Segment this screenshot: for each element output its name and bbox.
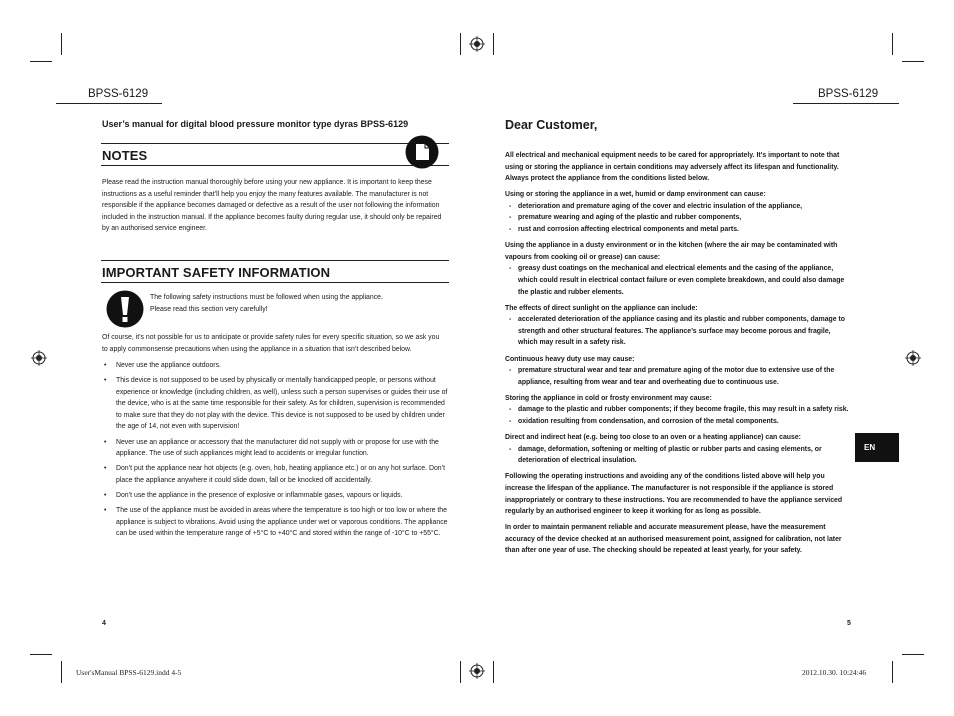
condition-title: The effects of direct sunlight on the appliance can include: xyxy=(505,304,698,312)
notes-text: Please read the instruction manual thoroughly before using your new appliance. It is important to keep these instructions as a useful reminder that’ll help you enjoy the many features available. The manufacturer is not responsible if the appliance becomes damaged or defective as a result of the user not following the information included in the instruction manual. If the appliance becomes faulty during regular use, it should only be repaired by an authorised service engineer. xyxy=(102,179,442,233)
list-item: • Don’t put the appliance near hot objects (e.g. oven, hob, heating appliance etc.) or on any hot surface. Don’t place the appliance anywhere it could slide down, fall or be knocked off accidentally. xyxy=(102,463,448,486)
right-model-label: BPSS-6129 xyxy=(818,88,879,100)
page-number-left: 4 xyxy=(102,620,106,627)
header-rule xyxy=(56,103,162,104)
list-item: • This device is not supposed to be used by physically or mentally handicapped people, or persons without experience or knowledge (including children, as well), unless such a person supervises or guides their use of the device, who is at the same time responsible for their safety. As for children, supervision is recommended to make sure that they do not play with the device. This device is not supposed to be used by children under the age of 14, not even with supervision! xyxy=(102,375,448,433)
list-item: • The use of the appliance must be avoided in areas where the temperature is too high or too low or where the appliance is subject to vibrations. Avoid using the appliance under wet or vaporous conditions. The appliance can be used within the temperature range of +5°C to +40°C and stored within the range of -10°C to +55°C. xyxy=(102,505,448,540)
section-rule xyxy=(101,143,449,144)
calibration-paragraph: In order to maintain permanent reliable and accurate measurement please, have the measurement accuracy of the device checked at an authorised measurement point, assigned for calibration, not later than after one year of use. The checking should be repeated at least yearly, for your safety. xyxy=(505,524,842,555)
registration-mark-icon xyxy=(469,36,485,52)
header-rule xyxy=(793,103,899,104)
crop-mark xyxy=(493,33,494,55)
warning-exclamation-icon xyxy=(106,290,144,328)
registration-mark-icon xyxy=(31,350,47,366)
warning-line-1: The following safety instructions must be followed when using the appliance. xyxy=(150,294,383,301)
crop-mark xyxy=(30,61,52,62)
list-item: - damage, deformation, softening or melting of plastic or rubber parts and casing elements, or deterioration of electrical insulation. xyxy=(505,444,850,467)
list-item: • Don’t use the appliance in the presence of explosive or inflammable gases, vapours or liquids. xyxy=(102,490,448,502)
slug-filename: User'sManual BPSS-6129.indd 4-5 xyxy=(76,668,182,677)
crop-mark xyxy=(61,33,62,55)
lifespan-paragraph: Following the operating instructions and avoiding any of the conditions listed above will help you increase the lifespan of the appliance. The manufacturer is not responsible if the appliance is stored inappropriately or contrary to these instructions. You are recommended to have the appliance serviced regularly by an authorised engineer to keep it working for as long as possible. xyxy=(505,473,843,516)
list-item: • Never use the appliance outdoors. xyxy=(102,360,448,372)
list-item: • Never use an appliance or accessory that the manufacturer did not supply with or propose for use with the appliance. The use of such appliances might lead to accidents or irregular function. xyxy=(102,437,448,460)
list-item: - damage to the plastic and rubber components; if they become fragile, this may result in a safety risk. xyxy=(505,404,850,416)
notes-heading: NOTES xyxy=(102,148,148,163)
crop-mark xyxy=(493,661,494,683)
condition-title: Storing the appliance in cold or frosty environment may cause: xyxy=(505,394,712,402)
list-item: - oxidation resulting from condensation, and corrosion of the metal components. xyxy=(505,416,850,428)
crop-mark xyxy=(460,33,461,55)
language-tab: EN xyxy=(855,433,899,462)
condition-title: Using or storing the appliance in a wet, humid or damp environment can cause: xyxy=(505,191,766,199)
crop-mark xyxy=(902,654,924,655)
slug-timestamp: 2012.10.30. 10:24:46 xyxy=(802,668,867,677)
crop-mark xyxy=(892,661,893,683)
safety-intro: Of course, it’s not possible for us to anticipate or provide safety rules for every specific situation, so we ask you to apply commonsense precautions when using the appliance in a situation that isn’t described below. xyxy=(102,334,440,353)
list-item: - greasy dust coatings on the mechanical and electrical elements and the casing of the appliance, which could result in electrical contact failure or even complete breakdown, and could also damage the plastic and rubber elements. xyxy=(505,263,850,298)
crop-mark xyxy=(61,661,62,683)
condition-title: Using the appliance in a dusty environment or in the kitchen (where the air may be contaminated with vapours from cooking oil or grease) can cause: xyxy=(505,242,838,261)
list-item: - deterioration and premature aging of the cover and electric insulation of the appliance, xyxy=(505,201,850,213)
registration-mark-icon xyxy=(469,663,485,679)
registration-mark-icon xyxy=(905,350,921,366)
intro-paragraph: All electrical and mechanical equipment needs to be cared for appropriately. It’s important to note that using or storing the appliance in certain conditions may adversely affect its lifespan and functionality. Always protect the appliance from the conditions listed below. xyxy=(505,152,840,183)
manual-title: User’s manual for digital blood pressure monitor type dyras BPSS-6129 xyxy=(102,119,409,129)
section-rule xyxy=(101,282,449,283)
condition-title: Direct and indirect heat (e.g. being too close to an oven or a heating appliance) can cause: xyxy=(505,434,801,442)
notes-document-icon xyxy=(405,135,439,169)
safety-heading: IMPORTANT SAFETY INFORMATION xyxy=(102,265,331,280)
section-rule xyxy=(101,260,449,261)
crop-mark xyxy=(892,33,893,55)
left-model-label: BPSS-6129 xyxy=(88,88,149,100)
list-item: - premature wearing and aging of the plastic and rubber components, xyxy=(505,212,850,224)
care-instructions xyxy=(505,150,850,562)
greeting: Dear Customer, xyxy=(505,118,598,132)
section-rule xyxy=(101,165,449,166)
list-item: - accelerated deterioration of the appliance casing and its plastic and rubber components, damage to strength and other structural features. The appliance’s surface may become porous and fragile, which may result in a safety risk. xyxy=(505,314,850,349)
crop-mark xyxy=(30,654,52,655)
list-item: - premature structural wear and tear and premature aging of the motor due to extensive use of the appliance, resulting from wear and tear and overheating due to continuous use. xyxy=(505,365,850,388)
page-number-right: 5 xyxy=(847,620,851,627)
safety-bullet-list xyxy=(102,360,448,543)
warning-line-2: Please read this section very carefully! xyxy=(150,306,268,313)
crop-mark xyxy=(460,661,461,683)
list-item: - rust and corrosion affecting electrical components and metal parts. xyxy=(505,224,850,236)
crop-mark xyxy=(902,61,924,62)
condition-title: Continuous heavy duty use may cause: xyxy=(505,355,635,363)
